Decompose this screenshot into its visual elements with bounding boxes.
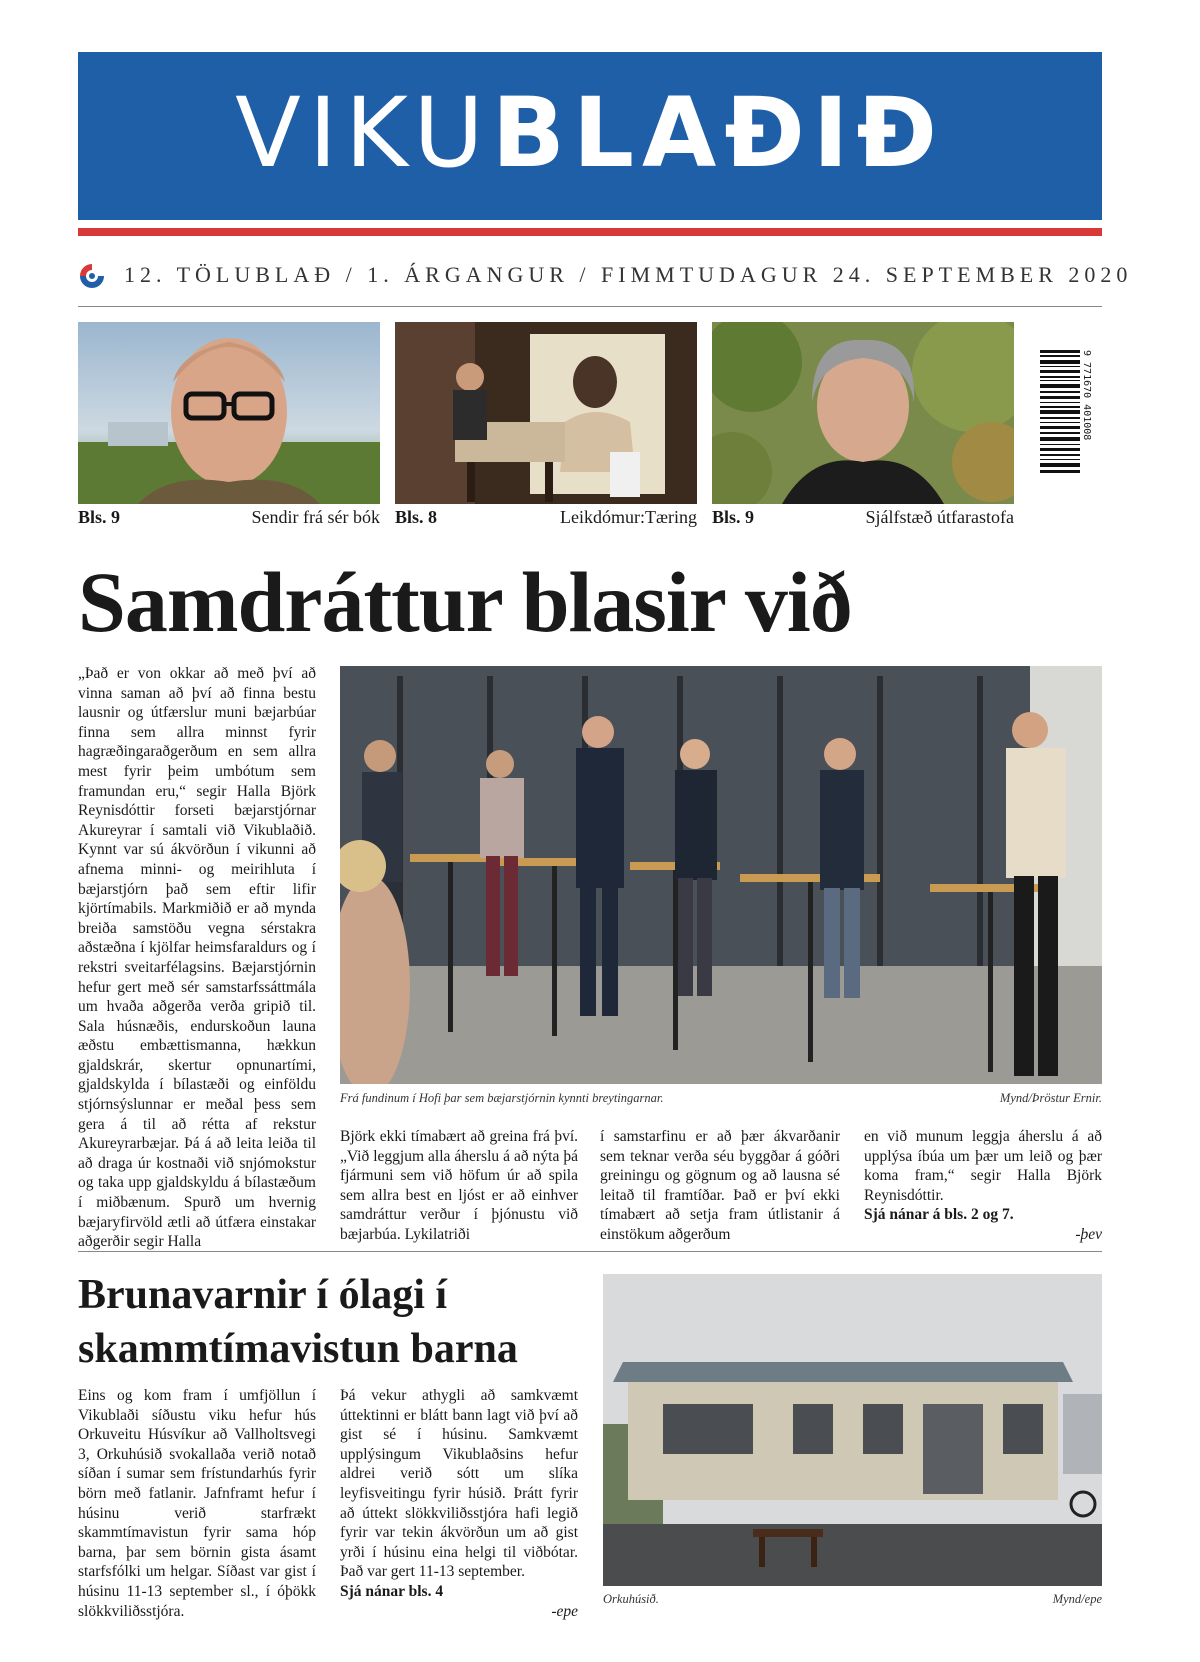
barcode-number: 9 771670 401008 bbox=[1081, 350, 1092, 441]
teaser-page: Bls. 9 bbox=[712, 507, 755, 527]
newspaper-title bbox=[78, 78, 1102, 188]
second-col2-text: Þá vekur athygli að samkvæmt úttektinni er blátt bann lagt við því að gist sé í húsinu. Samkvæmt upplýsingum Vikublaðsins hefur aldrei verið sótt um slíka leyfisveitingu fyrir húsið. Þrátt fyrir að úttekt slökkviliðsstjóra hafi legið fyrir var tekin ákvörðun um að gist yrði í húsinu eina helgi til viðbótar. Það var gert 11-13 september. bbox=[340, 1387, 578, 1581]
masthead-red-rule bbox=[78, 228, 1102, 236]
teaser-title: Sjálfstæð útfarastofa bbox=[865, 507, 1014, 527]
logo-mark-icon bbox=[78, 262, 106, 290]
teaser-page: Bls. 8 bbox=[395, 507, 438, 527]
lead-story-column-4 bbox=[864, 1127, 1102, 1245]
lead-photo[interactable] bbox=[340, 666, 1102, 1084]
masthead-banner bbox=[78, 52, 1102, 220]
barcode bbox=[1040, 350, 1096, 474]
second-photo-caption: Orkuhúsið. bbox=[603, 1592, 659, 1606]
issue-line: 12. TÖLUBLAÐ / 1. ÁRGANGUR / FIMMTUDAGUR 24. SEPTEMBER 2020 bbox=[124, 262, 1133, 287]
teaser-title: Sendir frá sér bók bbox=[251, 507, 380, 527]
lead-col2-text: Björk ekki tímabært að greina frá því. „Við leggjum alla áherslu á að nýta þá fjármuni sem við höfum úr að spila sem allra best en ljóst er að einhver samdráttur verður í þjónustu við bæjarbúa. Lykilatriði bbox=[340, 1128, 578, 1243]
second-story-photo[interactable] bbox=[603, 1274, 1102, 1586]
teaser-caption-2[interactable] bbox=[395, 507, 697, 531]
lead-headline: Samdráttur blasir við bbox=[78, 554, 852, 650]
second-col1-text: Eins og kom fram í umfjöllun í Vikublaði síðustu viku hefur hús Orkuveitu Húsvíkur að Vallholtsvegi 3, Orkuhúsið svokallaða verið notað síðan í sumar sem frístundarhús fyrir börn með fatlanir. Jafnframt hefur í húsinu verið starfrækt skammtímavistun fyrir sama hóp barna, þar sem börnin gista ásamt starfsfólki um helgar. Síðast var gist í húsinu 11-13 september sl., í óþökk slökkviliðsstjóra. bbox=[78, 1387, 316, 1620]
title-light-part: VIKU bbox=[235, 77, 492, 189]
lead-see-more[interactable]: Sjá nánar á bls. 2 og 7. bbox=[864, 1206, 1014, 1224]
second-signoff: -epe bbox=[551, 1602, 578, 1620]
second-headline: Brunavarnir í ólagi í skammtímavistun barna bbox=[78, 1272, 518, 1372]
teaser-caption-1[interactable] bbox=[78, 507, 380, 531]
second-story-column-1 bbox=[78, 1386, 316, 1621]
second-story-column-2 bbox=[340, 1386, 578, 1621]
teaser-photo-woman[interactable] bbox=[712, 322, 1014, 504]
lead-col1-text: „Það er von okkar að með því að vinna saman að því að finna bestu lausnir og útfærslur muni bæjarbúar finna sem allra minnst fyrir hagræðingaraðgerðum en sem allra mest fyrir þeim umbótum sem framundan eru,“ segir Halla Björk Reynisdóttir forseti bæjarstjórnar Akureyrar í samtali við Vikublaðið. Kynnt var sú ákvörðun í vikunni að afnema minni- og meirihluta í bæjarstjórn það sem eftir lifir kjörtímabils. Markmiðið er að mynda breiða samstöðu vegna sérstakra aðstæðna í kjölfar heimsfaraldurs og í rekstri sveitarfélagsins. Bæjarstjórnin hefur gert með sér samstarfssáttmála um hvaða aðgerða verða gripið til. Sala húsnæðis, endurskoðun launa æðstu embættismanna, hækkun gjaldskrár, skertur opnunartími, gjaldskylda í bílastæði og einföldu stjórnsýslunnar er meðal þess sem gera á til að rétta af rekstur Akureyrarbæjar. Þá á að leita leiða til að draga úr kostnaði við snjómokstur og taka upp gjaldskyldu á bílastæðum í miðbænum. Spurð um hvernig bæjaryfirvöld ætli að útfæra einstakar aðgerðir segir Halla bbox=[78, 665, 316, 1251]
lead-photo-credit: Mynd/Þröstur Ernir. bbox=[999, 1091, 1102, 1105]
teaser-title: Leikdómur:Tæring bbox=[560, 507, 697, 527]
teaser-caption-3[interactable] bbox=[712, 507, 1014, 531]
lead-story-column-1 bbox=[78, 664, 316, 1254]
lead-photo-caption: Frá fundinum í Hofi þar sem bæjarstjórnin kynnti breytingarnar. bbox=[340, 1091, 664, 1105]
section-divider bbox=[78, 1251, 1102, 1252]
teaser-photo-theatre[interactable] bbox=[395, 322, 697, 504]
lead-col3-text: í samstarfinu er að þær ákvarðanir sem teknar verða séu byggðar á góðri greiningu og gögnum og að lausna sé leitað til framtíðar. Það er því ekki tímabært að setja fram útlistanir á einstökum aðgerðum bbox=[600, 1128, 840, 1243]
lead-story-column-3 bbox=[600, 1127, 840, 1245]
lead-signoff: -þev bbox=[1075, 1225, 1102, 1243]
second-see-more[interactable]: Sjá nánar bls. 4 bbox=[340, 1582, 444, 1600]
teaser-page: Bls. 9 bbox=[78, 507, 121, 527]
lead-story-column-2 bbox=[340, 1127, 578, 1245]
second-photo-credit: Mynd/epe bbox=[1052, 1592, 1102, 1606]
lead-col4-text: en við munum leggja áherslu á að upplýsa íbúa um þær um leið og þær koma fram,“ segir Halla Björk Reynisdóttir. bbox=[864, 1128, 1102, 1204]
title-bold-part: BLAÐIÐ bbox=[491, 77, 945, 189]
header-divider bbox=[78, 306, 1102, 307]
teaser-photo-man[interactable] bbox=[78, 322, 380, 504]
